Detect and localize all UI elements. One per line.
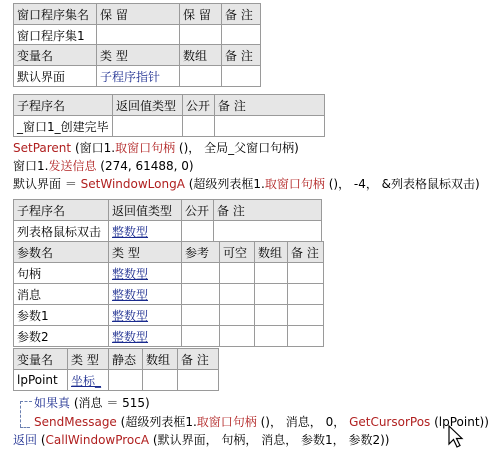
code-line-return[interactable] — [13, 431, 389, 448]
code-text: (超级列表框1. — [184, 177, 265, 191]
reserved-header-1: 保 留 — [97, 4, 180, 25]
param-name-cell[interactable]: 参数2 — [14, 326, 109, 347]
api-name: SendMessage — [34, 415, 117, 429]
param-nullable-header: 可空 — [220, 242, 255, 263]
var-array-header: 数组 — [180, 45, 222, 66]
lvar-static-header: 静态 — [109, 349, 143, 370]
method-name: 取窗口句柄 — [115, 141, 176, 155]
param-note-cell[interactable] — [288, 305, 324, 326]
flow-line-vertical — [20, 401, 21, 427]
param-note-cell[interactable] — [288, 263, 324, 284]
sub2-return-type-header: 返回值类型 — [109, 200, 182, 221]
lvar-type-cell[interactable]: 坐标_ — [68, 370, 109, 391]
assembly-variable-table — [13, 44, 261, 87]
param-name-cell[interactable]: 参数1 — [14, 305, 109, 326]
sub2-public-cell[interactable] — [182, 221, 214, 242]
var-type-header: 类 型 — [97, 45, 180, 66]
code-text: (消息 ＝ 515) — [70, 396, 150, 410]
code-line-setwindowlong[interactable] — [13, 175, 480, 192]
sub-note-cell[interactable] — [215, 116, 325, 137]
api-name: SetWindowLongA — [80, 177, 185, 191]
param-name-cell[interactable]: 消息 — [14, 284, 109, 305]
sub2-name-cell[interactable]: 列表格鼠标双击 — [14, 221, 109, 242]
return-keyword: 返回 — [13, 433, 38, 447]
lvar-type-header: 类 型 — [68, 349, 109, 370]
api-name: SetParent — [13, 141, 72, 155]
method-name: 取窗口句柄 — [264, 177, 325, 191]
code-line-sendmessage[interactable] — [34, 413, 489, 430]
code-text: (274, 61488, 0) — [96, 159, 194, 173]
param-ref-cell[interactable] — [182, 326, 220, 347]
sub-name-cell[interactable]: _窗口1_创建完毕 — [14, 116, 113, 137]
code-text: (窗口1. — [71, 141, 116, 155]
code-text: ( — [37, 433, 46, 447]
reserved-header-2: 保 留 — [180, 4, 222, 25]
lvar-name-cell[interactable]: lpPoint — [14, 370, 68, 391]
var-name-header: 变量名 — [14, 45, 97, 66]
sub2-note-header: 备 注 — [214, 200, 322, 221]
var-note-header: 备 注 — [222, 45, 261, 66]
lvar-array-cell[interactable] — [143, 370, 178, 391]
param-name-cell[interactable]: 句柄 — [14, 263, 109, 284]
code-line-if[interactable] — [34, 394, 150, 411]
param-array-cell[interactable] — [255, 284, 288, 305]
lvar-note-cell[interactable] — [178, 370, 219, 391]
program-set-name-header: 窗口程序集名 — [14, 4, 97, 25]
param-ref-cell[interactable] — [182, 284, 220, 305]
code-text: (超级列表框1. — [116, 415, 197, 429]
sub-note-header: 备 注 — [215, 95, 325, 116]
code-text: 窗口1. — [13, 159, 49, 173]
param-type-header: 类 型 — [109, 242, 182, 263]
lvar-name-header: 变量名 — [14, 349, 68, 370]
param-nullable-cell[interactable] — [220, 284, 255, 305]
var-note-cell[interactable] — [222, 66, 261, 87]
var-name-cell[interactable]: 默认界面 — [14, 66, 97, 87]
parameter-table — [13, 241, 324, 347]
code-line-setparent[interactable] — [13, 139, 299, 156]
sub2-note-cell[interactable] — [214, 221, 322, 242]
local-variable-table — [13, 348, 219, 391]
param-type-cell[interactable]: 整数型 — [109, 263, 182, 284]
param-ref-header: 参考 — [182, 242, 220, 263]
code-text: (lpPoint)) — [430, 415, 489, 429]
param-note-header: 备 注 — [288, 242, 324, 263]
param-note-cell[interactable] — [288, 284, 324, 305]
method-name: 发送信息 — [48, 159, 97, 173]
mouse-cursor-icon — [448, 425, 464, 449]
subroutine-table-1 — [13, 94, 325, 137]
program-set-name-cell[interactable]: 窗口程序集1 — [14, 25, 97, 46]
method-name: 取窗口句柄 — [196, 415, 257, 429]
api-name: CallWindowProcA — [45, 433, 150, 447]
return-type-cell[interactable] — [113, 116, 183, 137]
public-cell[interactable] — [183, 116, 215, 137]
subroutine-table-2 — [13, 199, 322, 242]
note-cell[interactable] — [222, 25, 261, 46]
flow-line-top — [20, 401, 32, 402]
return-type-header: 返回值类型 — [113, 95, 183, 116]
sub2-name-header: 子程序名 — [14, 200, 109, 221]
code-text: (默认界面， 句柄， 消息， 参数1， 参数2)) — [149, 433, 390, 447]
param-type-cell[interactable]: 整数型 — [109, 326, 182, 347]
if-keyword: 如果真 — [34, 396, 71, 410]
param-array-header: 数组 — [255, 242, 288, 263]
program-set-table — [13, 3, 261, 46]
reserved-cell-1[interactable] — [97, 25, 180, 46]
lvar-static-cell[interactable] — [109, 370, 143, 391]
param-name-header: 参数名 — [14, 242, 109, 263]
code-text: 默认界面 ＝ — [13, 177, 81, 191]
sub-name-header: 子程序名 — [14, 95, 113, 116]
param-type-cell[interactable]: 整数型 — [109, 305, 182, 326]
param-nullable-cell[interactable] — [220, 263, 255, 284]
param-array-cell[interactable] — [255, 305, 288, 326]
param-ref-cell[interactable] — [182, 263, 220, 284]
code-text: ()， -4， &列表格鼠标双击) — [324, 177, 480, 191]
param-ref-cell[interactable] — [182, 305, 220, 326]
lvar-note-header: 备 注 — [178, 349, 219, 370]
param-nullable-cell[interactable] — [220, 326, 255, 347]
param-nullable-cell[interactable] — [220, 305, 255, 326]
sub2-return-type-cell[interactable]: 整数型 — [109, 221, 182, 242]
var-type-cell[interactable]: 子程序指针 — [97, 66, 180, 87]
note-header: 备 注 — [222, 4, 261, 25]
lvar-array-header: 数组 — [143, 349, 178, 370]
code-line-sendinfo[interactable] — [13, 157, 194, 174]
param-type-cell[interactable]: 整数型 — [109, 284, 182, 305]
public-header: 公开 — [183, 95, 215, 116]
param-array-cell[interactable] — [255, 326, 288, 347]
sub2-public-header: 公开 — [182, 200, 214, 221]
code-text: ()， 消息， 0， — [256, 415, 350, 429]
api-name: GetCursorPos — [349, 415, 431, 429]
param-array-cell[interactable] — [255, 263, 288, 284]
reserved-cell-2[interactable] — [180, 25, 222, 46]
flow-line-bottom — [20, 427, 30, 428]
param-note-cell[interactable] — [288, 326, 324, 347]
var-array-cell[interactable] — [180, 66, 222, 87]
code-text: ()， 全局_父窗口句柄) — [175, 141, 299, 155]
